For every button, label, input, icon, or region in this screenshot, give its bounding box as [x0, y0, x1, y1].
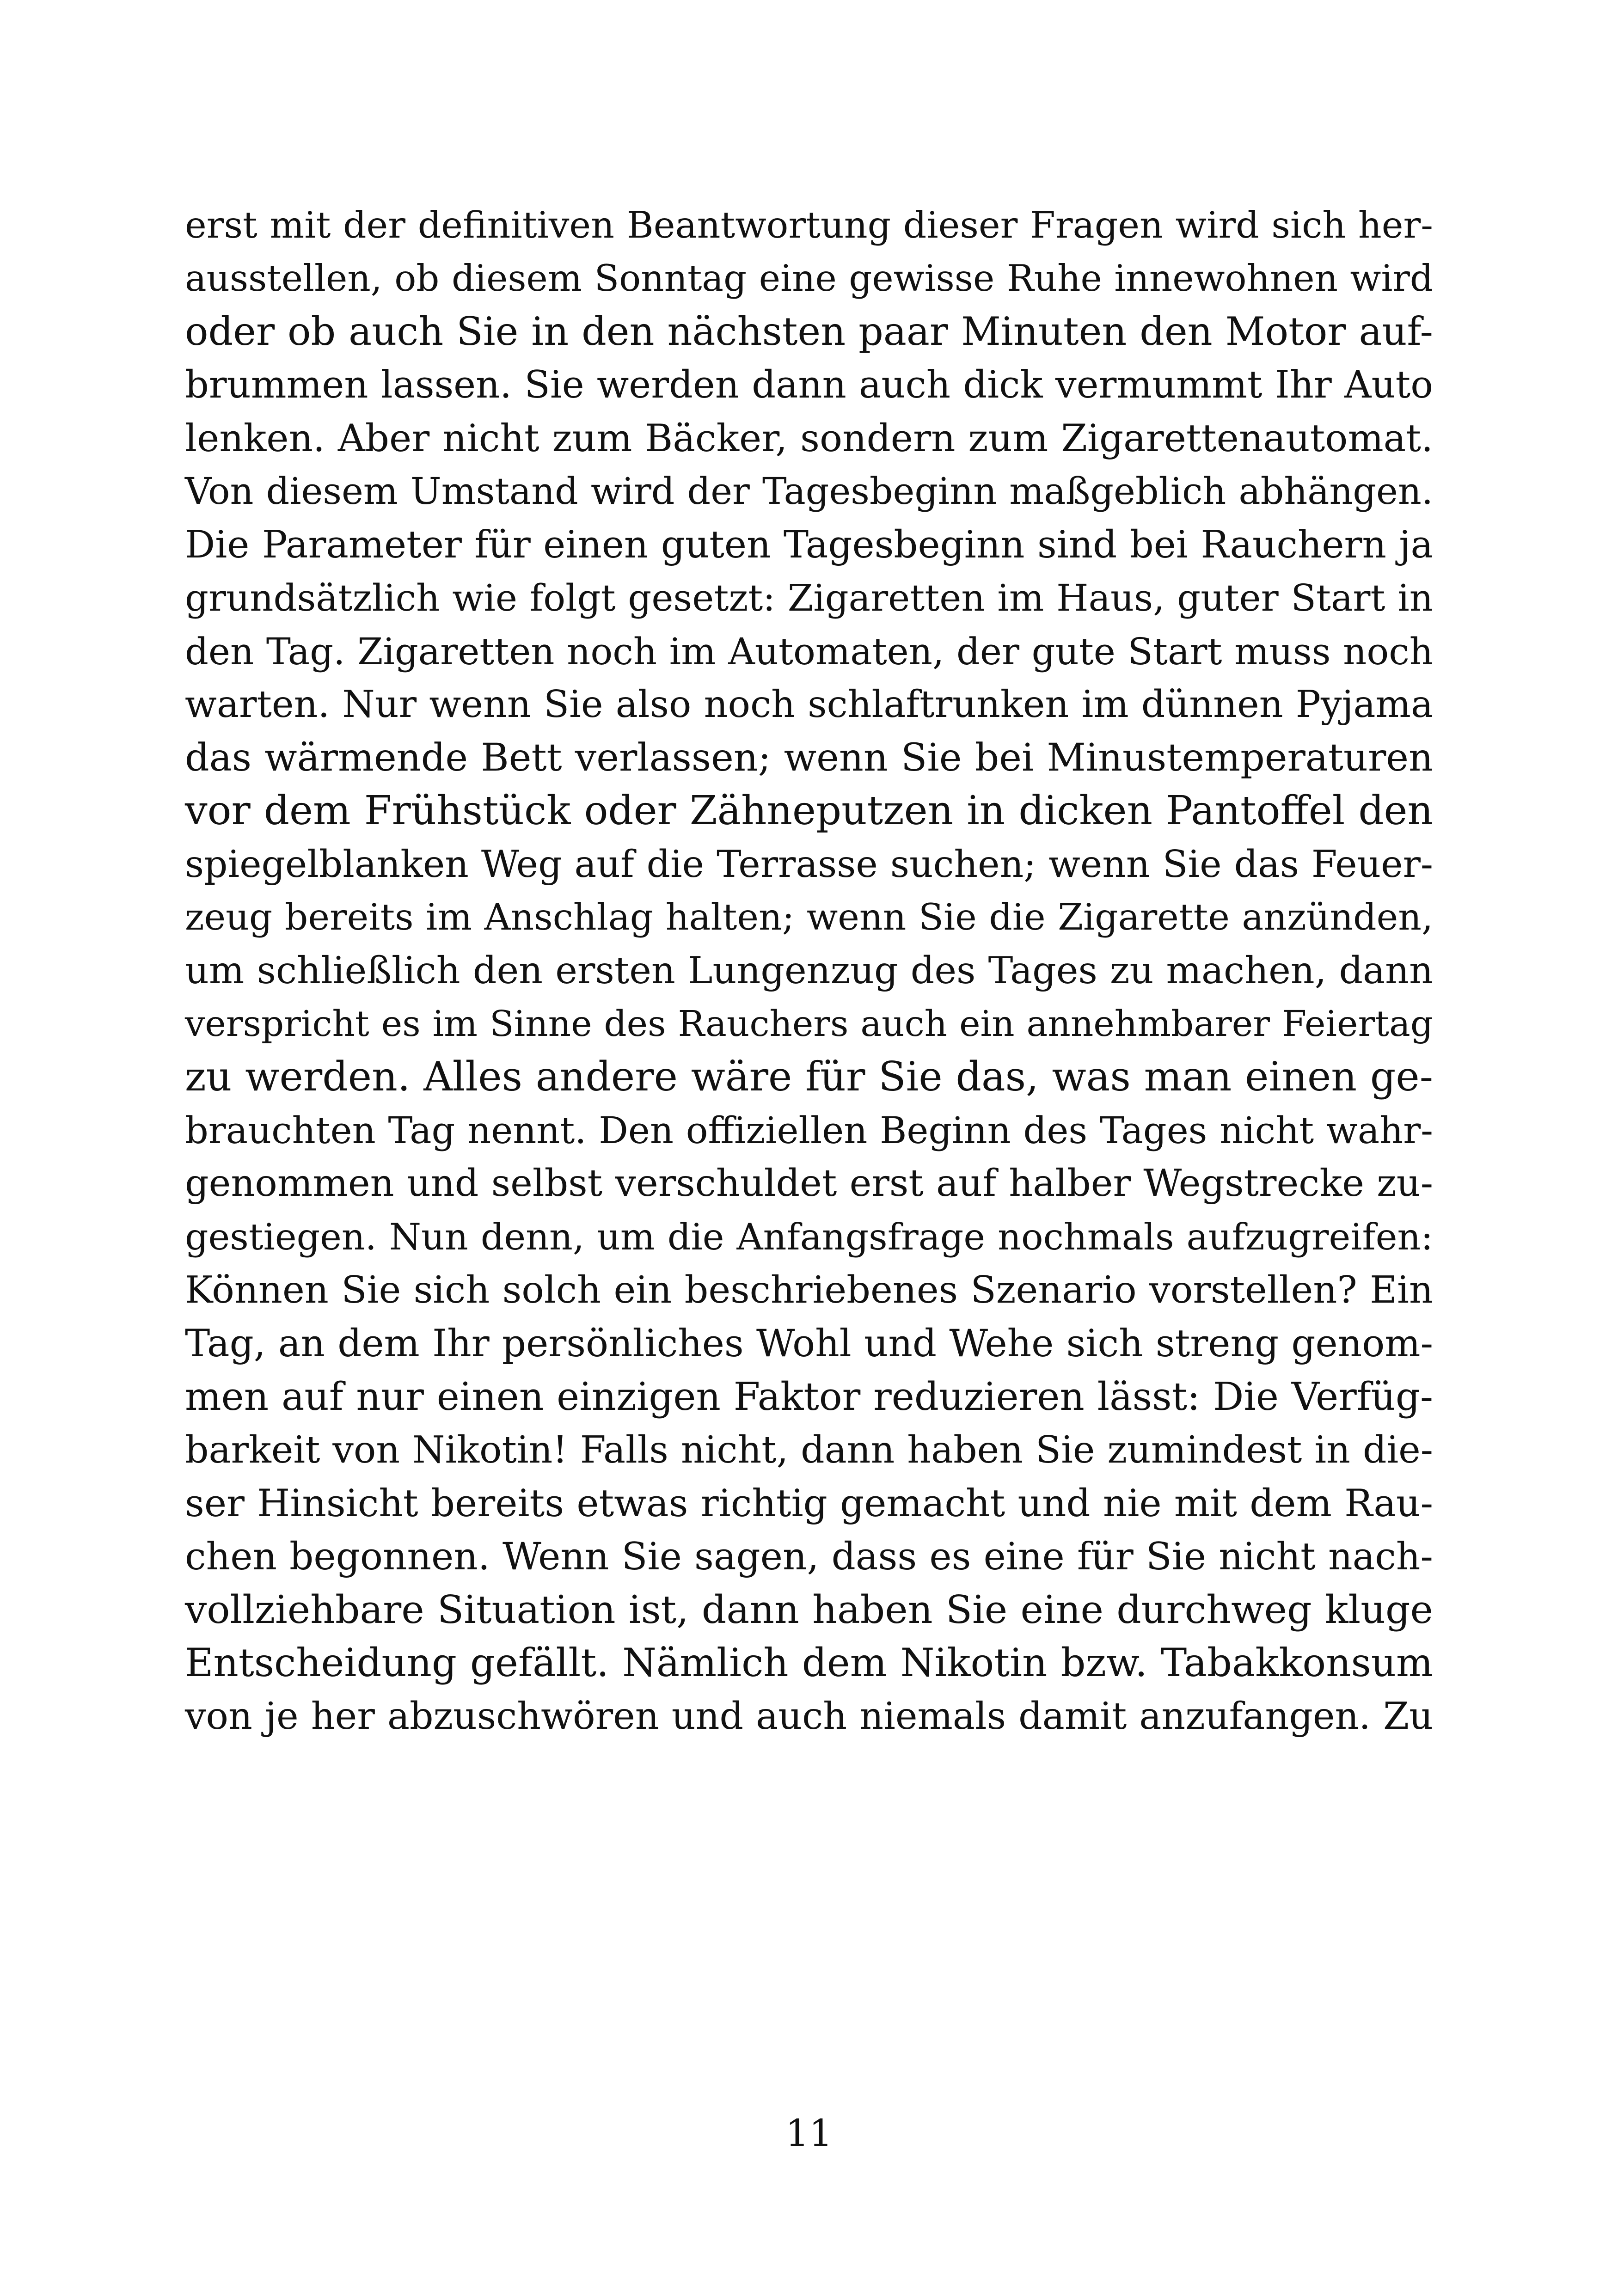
text-line: Von diesem Umstand wird der Tagesbeginn maßgeblich abhängen. [185, 470, 1433, 513]
text-line: um schließlich den ersten Lungenzug des Tages zu machen, dann [185, 949, 1433, 992]
text-line: ausstellen, ob diesem Sonntag eine gewisse Ruhe innewohnen wird [185, 257, 1433, 300]
text-line: vollziehbare Situation ist, dann haben Sie eine durchweg kluge [185, 1586, 1433, 1632]
text-line: von je her abzuschwören und auch niemals damit anzufangen. Zu [185, 1694, 1433, 1738]
text-line: Tag, an dem Ihr persönliches Wohl und Wehe sich streng genom- [185, 1321, 1433, 1365]
text-line: Die Parameter für einen guten Tagesbeginn sind bei Rauchern ja [185, 523, 1433, 567]
text-line: zeug bereits im Anschlag halten; wenn Sie die Zigarette anzünden, [185, 896, 1433, 939]
text-line: Können Sie sich solch ein beschriebenes Szenario vorstellen? Ein [185, 1268, 1433, 1312]
text-line: vor dem Frühstück oder Zähneputzen in dicken Pantoffel den [185, 788, 1433, 834]
page-number: 11 [785, 2112, 833, 2155]
text-line: den Tag. Zigaretten noch im Automaten, der gute Start muss noch [185, 630, 1433, 673]
text-line: men auf nur einen einzigen Faktor reduzieren lässt: Die Verfüg- [185, 1374, 1433, 1420]
text-line: verspricht es im Sinne des Rauchers auch ein annehmbarer Feiertag [185, 1003, 1433, 1045]
text-line: ser Hinsicht bereits etwas richtig gemacht und nie mit dem Rau- [185, 1481, 1433, 1525]
text-line: barkeit von Nikotin! Falls nicht, dann haben Sie zumindest in die- [185, 1428, 1433, 1472]
text-line: spiegelblanken Weg auf die Terrasse suchen; wenn Sie das Feuer- [185, 843, 1433, 886]
text-line: chen begonnen. Wenn Sie sagen, dass es eine für Sie nicht nach- [185, 1534, 1433, 1579]
text-line: genommen und selbst verschuldet erst auf halber Wegstrecke zu- [185, 1162, 1433, 1206]
text-line: brauchten Tag nennt. Den offiziellen Beginn des Tages nicht wahr- [185, 1109, 1433, 1152]
body-text [185, 199, 1433, 1743]
text-line: brummen lassen. Sie werden dann auch dick vermummt Ihr Auto [185, 363, 1433, 407]
text-line: erst mit der definitiven Beantwortung dieser Fragen wird sich her- [185, 204, 1433, 246]
text-line: oder ob auch Sie in den nächsten paar Minuten den Motor auf- [185, 309, 1433, 355]
text-line: warten. Nur wenn Sie also noch schlaftrunken im dünnen Pyjama [185, 682, 1433, 726]
text-line: zu werden. Alles andere wäre für Sie das, was man einen ge- [185, 1054, 1433, 1100]
text-line: grundsätzlich wie folgt gesetzt: Zigaretten im Haus, guter Start in [185, 576, 1433, 620]
text-line: lenken. Aber nicht zum Bäcker, sondern zum Zigarettenautomat. [185, 416, 1433, 460]
text-line: gestiegen. Nun denn, um die Anfangsfrage nochmals aufzugreifen: [185, 1215, 1433, 1258]
text-line: Entscheidung gefällt. Nämlich dem Nikotin bzw. Tabakkonsum [185, 1640, 1433, 1686]
text-line: das wärmende Bett verlassen; wenn Sie bei Minustemperaturen [185, 735, 1433, 780]
